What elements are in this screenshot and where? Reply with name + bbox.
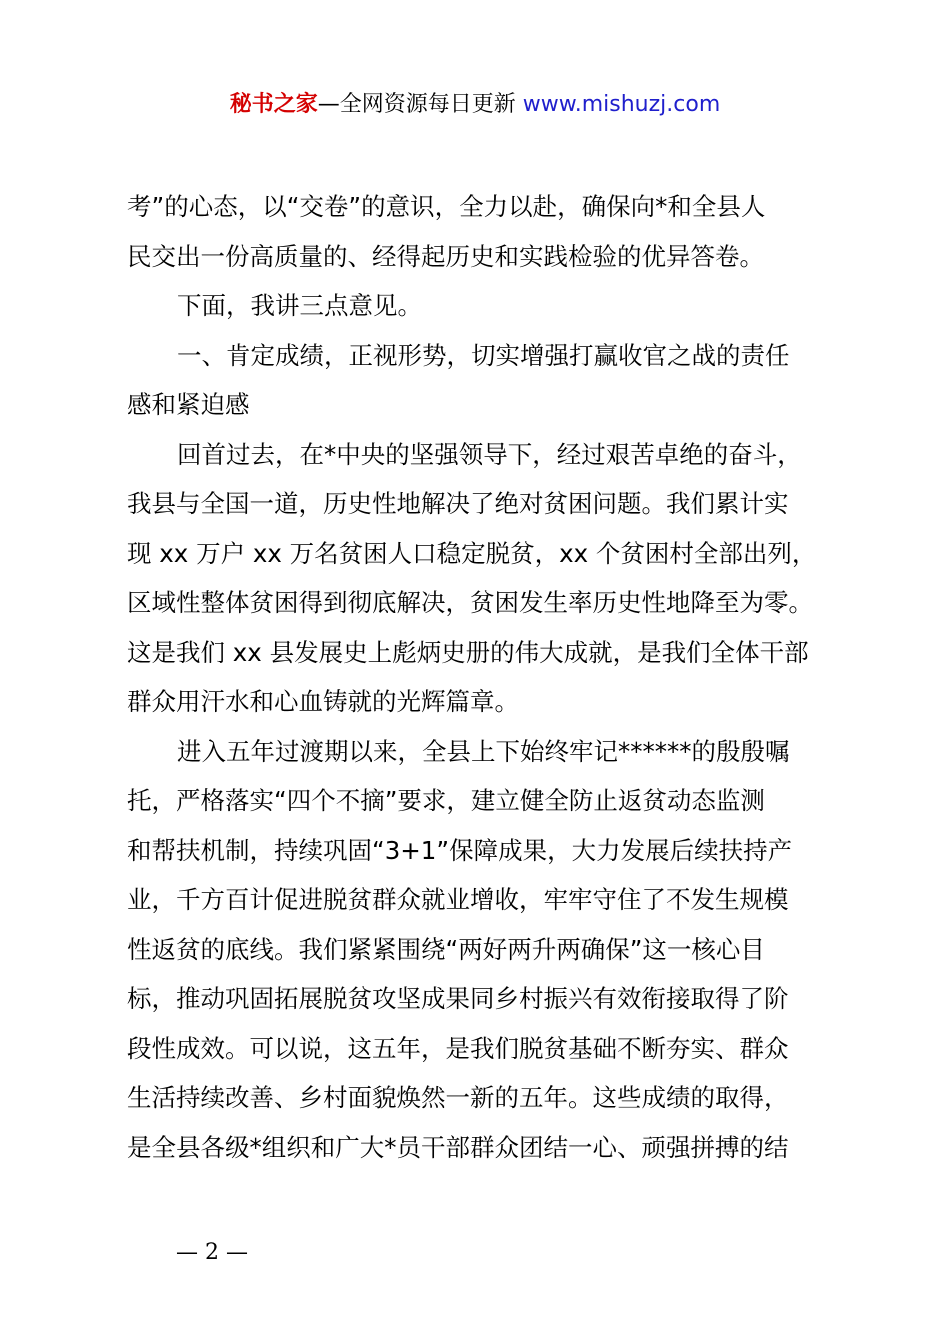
text-line: 这是我们 xx 县发展史上彪炳史册的伟大成就，是我们全体干部	[127, 637, 809, 667]
text-line: 业，千方百计促进脱贫群众就业增收，牢牢守住了不发生规模	[127, 885, 789, 914]
header-tagline: —全网资源每日更新	[317, 92, 516, 117]
text-line: 进入五年过渡期以来，全县上下始终牢记******的殷殷嘱	[177, 736, 790, 766]
site-header	[0, 88, 950, 122]
text-line: 群众用汗水和心血铸就的光辉篇章。	[127, 687, 519, 716]
text-line: 托，严格落实“四个不摘”要求，建立健全防止返贫动态监测	[127, 786, 765, 815]
text-line: 现 xx 万户 xx 万名贫困人口稳定脱贫，xx 个贫困村全部出列，	[127, 538, 817, 568]
page-number: — 2 —	[176, 1240, 248, 1265]
text-line: 下面，我讲三点意见。	[177, 291, 422, 320]
document-body	[127, 182, 837, 1172]
text-line: 区域性整体贫困得到彻底解决，贫困发生率历史性地降至为零。	[127, 588, 813, 617]
text-line: 标，推动巩固拓展脱贫攻坚成果同乡村振兴有效衔接取得了阶	[127, 984, 789, 1013]
text-line: 考”的心态，以“交卷”的意识，全力以赴，确保向*和全县人	[127, 192, 766, 221]
section-heading-line: 感和紧迫感	[127, 390, 250, 419]
site-url[interactable]: www.mishuzj.com	[522, 92, 721, 117]
section-heading-line: 一、肯定成绩，正视形势，切实增强打赢收官之战的责任	[177, 340, 790, 370]
text-line: 和帮扶机制，持续巩固“3+1”保障成果，大力发展后续扶持产	[127, 835, 793, 865]
text-line: 段性成效。可以说，这五年，是我们脱贫基础不断夯实、群众	[127, 1033, 789, 1063]
text-line: 回首过去，在*中央的坚强领导下，经过艰苦卓绝的奋斗，	[177, 439, 802, 469]
text-line: 是全县各级*组织和广大*员干部群众团结一心、顽强拼搏的结	[127, 1132, 789, 1162]
text-line: 生活持续改善、乡村面貌焕然一新的五年。这些成绩的取得，	[127, 1083, 789, 1112]
brand-name: 秘书之家	[229, 92, 318, 117]
text-line: 民交出一份高质量的、经得起历史和实践检验的优异答卷。	[127, 241, 764, 271]
text-line: 我县与全国一道，历史性地解决了绝对贫困问题。我们累计实	[127, 489, 789, 518]
text-line: 性返贫的底线。我们紧紧围绕“两好两升两确保”这一核心目	[127, 934, 765, 964]
